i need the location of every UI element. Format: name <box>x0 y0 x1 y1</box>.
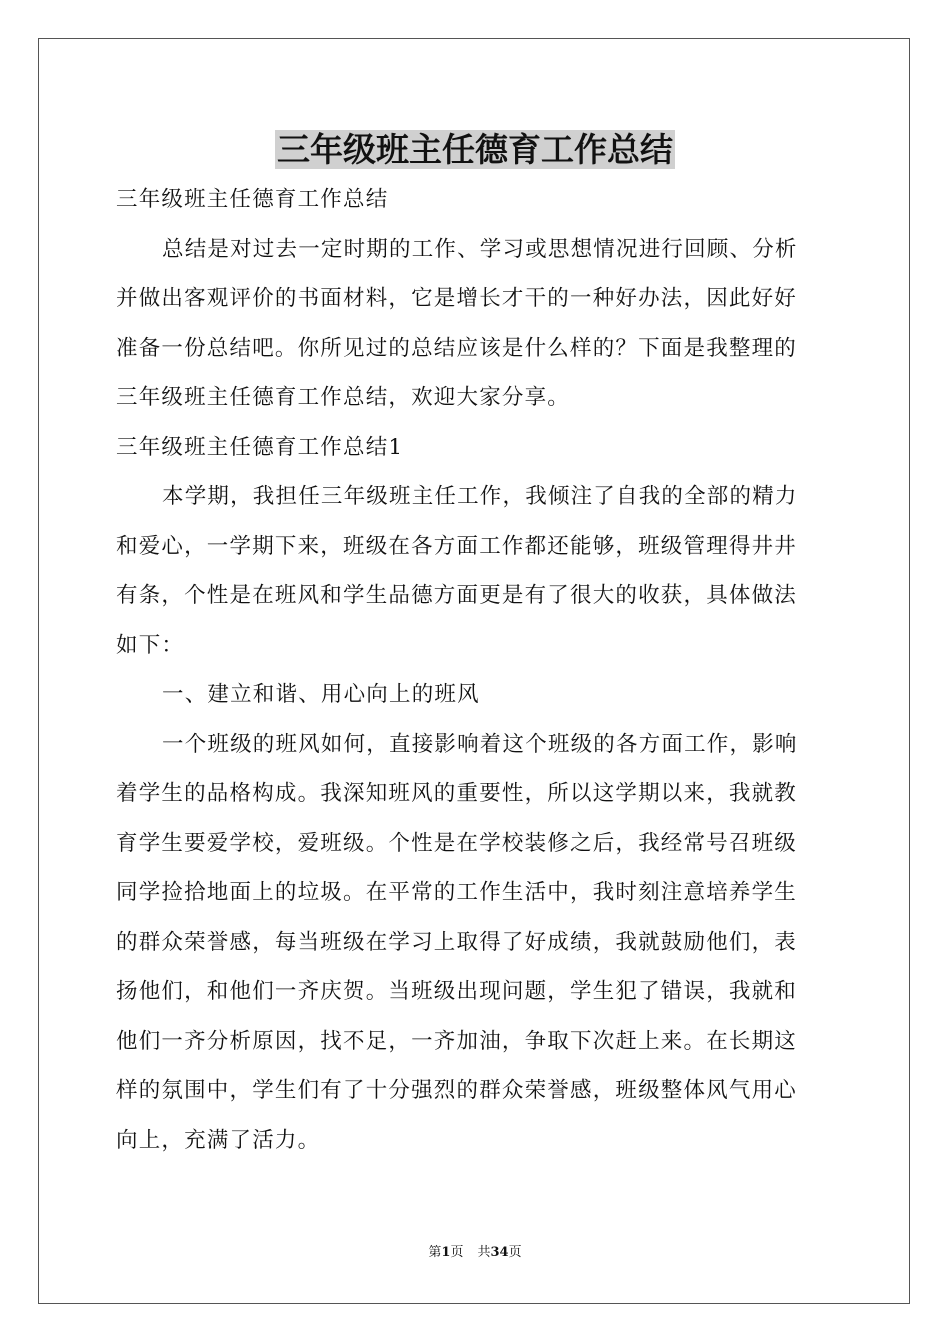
paragraph-line: 着学生的品格构成。我深知班风的重要性，所以这学期以来，我就教 <box>116 781 798 806</box>
subheading: 一、建立和谐、用心向上的班风 <box>162 682 480 707</box>
page-suffix: 页 <box>450 1245 464 1260</box>
paragraph-line: 样的氛围中，学生们有了十分强烈的群众荣誉感，班级整体风气用心 <box>116 1078 798 1103</box>
paragraph-line: 向上，充满了活力。 <box>116 1127 321 1153</box>
intro-line: 三年级班主任德育工作总结，欢迎大家分享。 <box>116 385 571 410</box>
document-title <box>0 128 950 172</box>
page-prefix: 第 <box>428 1245 442 1260</box>
page-number: 1 <box>441 1245 451 1260</box>
section-title: 三年级班主任德育工作总结1 <box>116 434 404 460</box>
paragraph-line: 的群众荣誉感，每当班级在学习上取得了好成绩，我就鼓励他们，表 <box>116 929 798 955</box>
intro-line: 并做出客观评价的书面材料，它是增长才干的一种好办法，因此好好 <box>116 286 798 311</box>
paragraph-line: 他们一齐分析原因，找不足，一齐加油，争取下次赶上来。在长期这 <box>116 1028 798 1054</box>
paragraph-line: 一个班级的班风如何，直接影响着这个班级的各方面工作，影响 <box>162 731 798 757</box>
document-body <box>116 175 836 1165</box>
paragraph-line: 本学期，我担任三年级班主任工作，我倾注了自我的全部的精力 <box>162 484 798 509</box>
paragraph-line: 有条，个性是在班风和学生品德方面更是有了很大的收获，具体做法 <box>116 583 798 608</box>
page-footer <box>0 1244 950 1262</box>
paragraph-line: 扬他们，和他们一齐庆贺。当班级出现问题，学生犯了错误，我就和 <box>116 979 798 1004</box>
paragraph-line: 如下： <box>116 632 185 658</box>
subtitle: 三年级班主任德育工作总结 <box>116 187 389 212</box>
intro-line: 准备一份总结吧。你所见过的总结应该是什么样的？下面是我整理的 <box>116 335 798 361</box>
total-suffix: 页 <box>508 1245 522 1260</box>
total-pages: 34 <box>490 1245 509 1260</box>
paragraph-line: 同学捡拾地面上的垃圾。在平常的工作生活中，我时刻注意培养学生 <box>116 880 798 905</box>
total-prefix: 共 <box>477 1245 491 1260</box>
intro-line: 总结是对过去一定时期的工作、学习或思想情况进行回顾、分析 <box>162 236 798 262</box>
document-title-text: 三年级班主任德育工作总结 <box>277 130 673 169</box>
paragraph-line: 和爱心，一学期下来，班级在各方面工作都还能够，班级管理得井井 <box>116 533 798 559</box>
paragraph-line: 育学生要爱学校，爱班级。个性是在学校装修之后，我经常号召班级 <box>116 830 798 856</box>
